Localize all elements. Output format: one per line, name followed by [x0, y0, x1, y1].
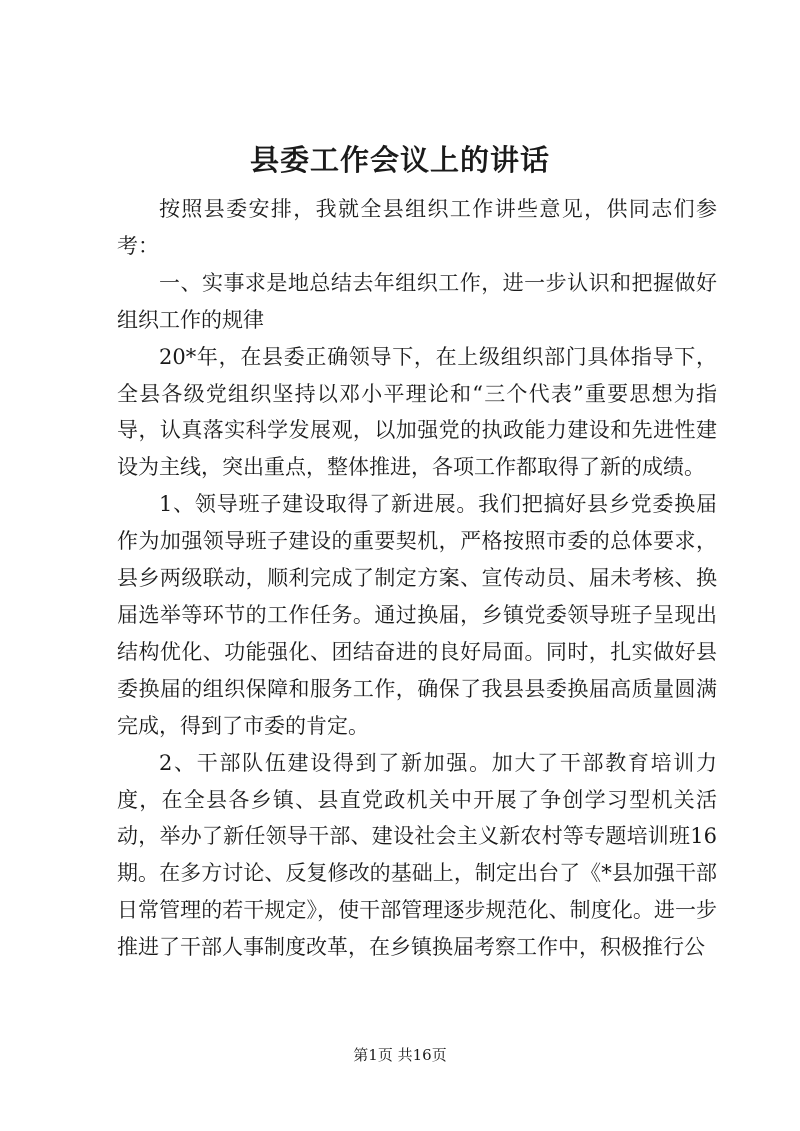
paragraph-intro: 按照县委安排，我就全县组织工作讲些意见，供同志们参考：: [117, 197, 717, 258]
paragraph-summary: 20*年，在县委正确领导下，在上级组织部门具体指导下，全县各级党组织坚持以邓小平理论和“三个代表”重要思想为指导，认真落实科学发展观，以加强党的执政能力建设和先进性建设为主线，突出重点，整体推进，各项工作都取得了新的成绩。: [117, 344, 717, 480]
paragraph-leadership: 1、领导班子建设取得了新进展。我们把搞好县乡党委换届作为加强领导班子建设的重要契机，严格按照市委的总体要求，县乡两级联动，顺利完成了制定方案、宣传动员、届未考核、换届选举等环节的工作任务。通过换届，乡镇党委领导班子呈现出结构优化、功能强化、团结奋进的良好局面。同时，扎实做好县委换届的组织保障和服务工作，确保了我县县委换届高质量圆满完成，得到了市委的肯定。: [117, 492, 717, 738]
paragraph-cadre: 2、干部队伍建设得到了新加强。加大了干部教育培训力度，在全县各乡镇、县直党政机关中开展了争创学习型机关活动，举办了新任领导干部、建设社会主义新农村等专题培训班16期。在多方讨论、反复修改的基础上，制定出台了《*县加强干部日常管理的若干规定》，使干部管理逐步规范化、制度化。进一步推进了干部人事制度改革，在乡镇换届考察工作中，积极推行公: [117, 750, 717, 960]
document-title: 县委工作会议上的讲话: [249, 143, 550, 177]
paragraph-section-heading: 一、实事求是地总结去年组织工作，进一步认识和把握做好组织工作的规律: [117, 270, 717, 332]
page-number-footer: 第1页 共16页: [353, 1046, 447, 1064]
document-body: [117, 191, 717, 966]
